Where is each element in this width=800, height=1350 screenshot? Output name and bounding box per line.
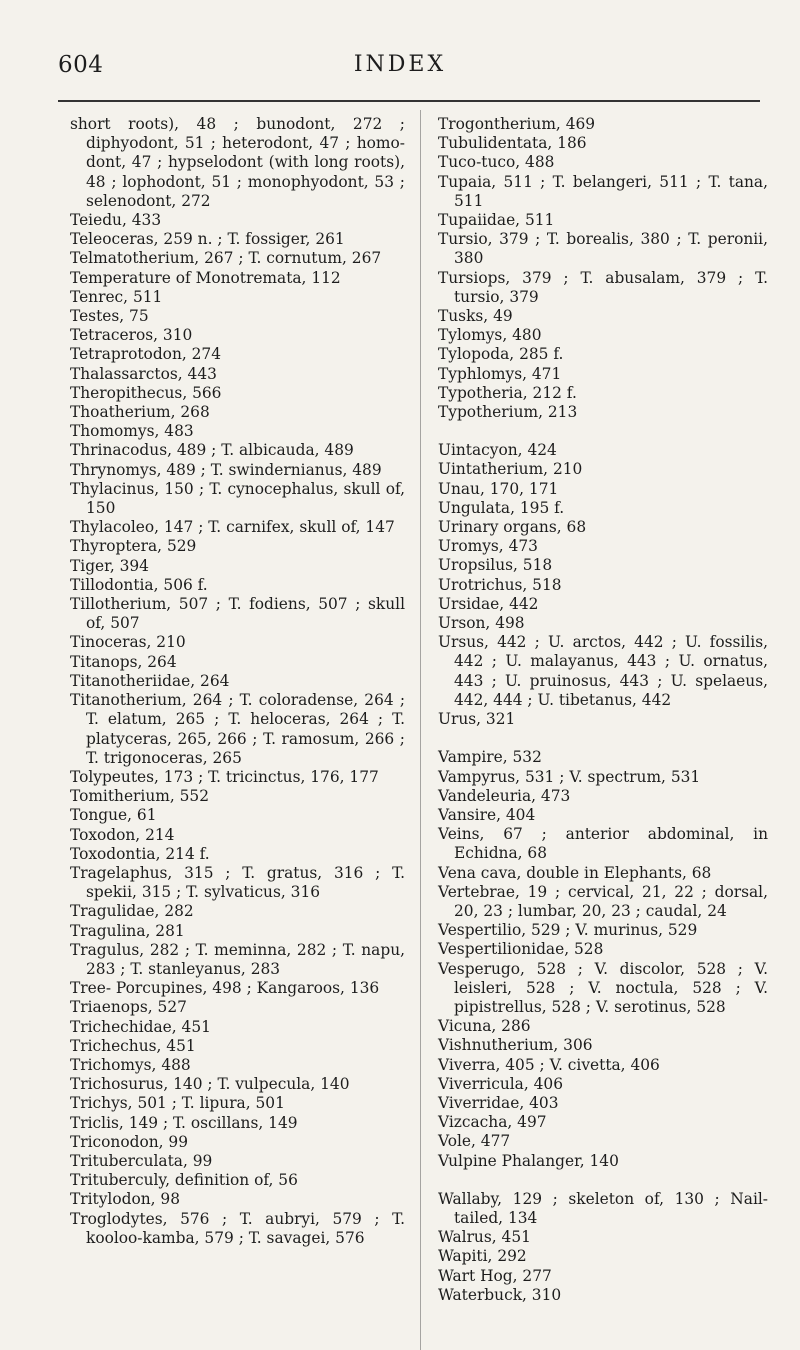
index-entry: Typhlomys, 471 (438, 364, 562, 383)
index-entry: Vampire, 532 (438, 748, 542, 767)
index-entry: Tupaia, 511 ; T. belangeri, 511 ; T. tana, 511 (438, 172, 768, 210)
page-number: 604 (58, 52, 104, 78)
index-entry: Urotrichus, 518 (438, 575, 562, 594)
index-entry: Titanotherium, 264 ; T. coloradense, 264 ; T. elatum, 265 ; T. heloceras, 264 ; T. platyceras, 265, 266 ; T. ramosum, 266 ; T. trigonoceras, 265 (70, 691, 405, 767)
index-entry: Vena cava, double in Elephants, 68 (438, 863, 712, 882)
index-entry: Toxodontia, 214 f. (70, 844, 210, 863)
index-entry: Trituberculata, 99 (70, 1151, 213, 1170)
page-title: INDEX (353, 52, 447, 77)
index-entry: Triclis, 149 ; T. oscillans, 149 (70, 1113, 298, 1132)
index-entry: Vizcacha, 497 (438, 1113, 547, 1132)
index-entry: Tolypeutes, 173 ; T. tricinctus, 176, 177 (70, 767, 379, 786)
section-gap (438, 729, 768, 748)
index-entry: Vansire, 404 (438, 805, 536, 824)
index-entry: Troglodytes, 576 ; T. aubryi, 579 ; T. kooloo-kamba, 579 ; T. savagei, 576 (70, 1209, 405, 1247)
index-entry: Vishnutherium, 306 (438, 1036, 593, 1055)
index-entry: Tusks, 49 (438, 307, 513, 326)
index-entry: Tree- Porcupines, 498 ; Kangaroos, 136 (70, 979, 380, 998)
index-entry: Thylacoleo, 147 ; T. carnifex, skull of, 147 (70, 518, 395, 537)
page-header (0, 52, 800, 92)
index-entry: Thrynomys, 489 ; T. swindernianus, 489 (70, 460, 382, 479)
index-entry: Trituberculy, definition of, 56 (70, 1171, 298, 1190)
index-entry: Urus, 321 (438, 710, 516, 729)
column-divider (420, 110, 421, 1350)
index-entry: Tylomys, 480 (438, 326, 542, 345)
index-entry: Vandeleuria, 473 (438, 786, 571, 805)
index-entry: Trichys, 501 ; T. lipura, 501 (70, 1094, 285, 1113)
index-entry: Tiger, 394 (70, 556, 149, 575)
index-entry: Trichechidae, 451 (70, 1017, 211, 1036)
index-entry: Typotherium, 213 (438, 403, 578, 422)
index-entry: Titanotheriidae, 264 (70, 671, 230, 690)
index-entry: Walrus, 451 (438, 1228, 531, 1247)
index-entry: Teleoceras, 259 n. ; T. fossiger, 261 (70, 230, 345, 249)
index-entry: Testes, 75 (70, 307, 149, 326)
index-entry: Uintatherium, 210 (438, 460, 583, 479)
index-entry: Tillotherium, 507 ; T. fodiens, 507 ; skull of, 507 (70, 595, 405, 633)
index-entry: Ursus, 442 ; U. arctos, 442 ; U. fossilis, 442 ; U. malayanus, 443 ; U. ornatus, 443 ; U. pruinosus, 443 ; U. spelaeus, 442, 444 ; U. tibetanus, 442 (438, 633, 768, 709)
index-entry: Triconodon, 99 (70, 1132, 189, 1151)
index-entry: Tillodontia, 506 f. (70, 575, 208, 594)
index-entry: Thrinacodus, 489 ; T. albicauda, 489 (70, 441, 354, 460)
index-entry: Thalassarctos, 443 (70, 364, 217, 383)
header-rule (58, 100, 760, 102)
index-entry: Tenrec, 511 (70, 287, 163, 306)
index-entry: Thomomys, 483 (70, 422, 194, 441)
index-entry: Vulpine Phalanger, 140 (438, 1151, 619, 1170)
index-entry: Viverricula, 406 (438, 1074, 563, 1093)
index-column-left (70, 115, 405, 1248)
section-gap (438, 422, 768, 441)
index-entry: Uromys, 473 (438, 537, 538, 556)
index-entry: Tragelaphus, 315 ; T. gratus, 316 ; T. spekii, 315 ; T. sylvaticus, 316 (70, 863, 405, 902)
index-entry: Tetraceros, 310 (70, 326, 193, 345)
index-entry: Vertebrae, 19 ; cervical, 21, 22 ; dorsal, 20, 23 ; lumbar, 20, 23 ; caudal, 24 (438, 882, 768, 920)
index-entry: Tubulidentata, 186 (438, 134, 587, 153)
index-entry: Veins, 67 ; anterior abdominal, in Echidna, 68 (438, 825, 768, 863)
index-entry: Wapiti, 292 (438, 1247, 527, 1266)
index-entry: Vole, 477 (438, 1132, 511, 1151)
index-entry: Titanops, 264 (70, 652, 177, 671)
index-entry: Unau, 170, 171 (438, 479, 559, 498)
index-entry: Telmatotherium, 267 ; T. cornutum, 267 (70, 249, 382, 268)
index-entry: Urinary organs, 68 (438, 518, 587, 537)
index-entry: Trichomys, 488 (70, 1055, 191, 1074)
index-entry: Viverra, 405 ; V. civetta, 406 (438, 1055, 660, 1074)
index-entry: Urson, 498 (438, 614, 525, 633)
index-entry: Tritylodon, 98 (70, 1190, 181, 1209)
index-entry: Temperature of Monotremata, 112 (70, 268, 341, 287)
index-entry: Theropithecus, 566 (70, 383, 222, 402)
index-entry: Typotheria, 212 f. (438, 383, 577, 402)
index-entry: Vesperugo, 528 ; V. discolor, 528 ; V. leisleri, 528 ; V. noctula, 528 ; V. pipistrellus, 528 ; V. serotinus, 528 (438, 959, 768, 1016)
index-entry: Vampyrus, 531 ; V. spectrum, 531 (438, 767, 701, 786)
index-entry: Tomitherium, 552 (70, 787, 210, 806)
section-gap (438, 1171, 768, 1190)
index-entry: Tongue, 61 (70, 806, 157, 825)
index-entry: Thoatherium, 268 (70, 403, 210, 422)
index-entry: Trogontherium, 469 (438, 115, 596, 133)
index-entry: Tylopoda, 285 f. (438, 345, 564, 364)
index-entry: Teiedu, 433 (70, 211, 162, 230)
index-entry: Tragulidae, 282 (70, 902, 194, 921)
index-entry: Waterbuck, 310 (438, 1285, 562, 1304)
index-entry: Toxodon, 214 (70, 825, 175, 844)
index-entry: Tragulus, 282 ; T. meminna, 282 ; T. napu, 283 ; T. stanleyanus, 283 (70, 940, 405, 978)
index-entry: Wallaby, 129 ; skeleton of, 130 ; Nail-tailed, 134 (438, 1189, 768, 1227)
index-entry: Tursio, 379 ; T. borealis, 380 ; T. peronii, 380 (438, 230, 768, 268)
index-entry: Uropsilus, 518 (438, 556, 553, 575)
index-entry: short roots), 48 ; bunodont, 272 ; diphyodont, 51 ; heterodont, 47 ; homodont, 47 ; hypselodont (with long roots), 48 ; lophodont, 51 ; monophyodont, 53 ; selenodont, 272 (70, 115, 405, 210)
index-entry: Vespertilio, 529 ; V. murinus, 529 (438, 921, 698, 940)
index-entry: Thyroptera, 529 (70, 537, 197, 556)
index-entry: Tinoceras, 210 (70, 633, 186, 652)
index-entry: Uintacyon, 424 (438, 441, 557, 460)
index-entry: Viverridae, 403 (438, 1093, 559, 1112)
index-entry: Trichechus, 451 (70, 1036, 196, 1055)
index-entry: Tetraprotodon, 274 (70, 345, 222, 364)
index-entry: Vespertilionidae, 528 (438, 940, 604, 959)
index-entry: Trichosurus, 140 ; T. vulpecula, 140 (70, 1075, 350, 1094)
index-entry: Ungulata, 195 f. (438, 498, 565, 517)
index-entry: Tragulina, 281 (70, 921, 185, 940)
index-entry: Vicuna, 286 (438, 1017, 531, 1036)
index-entry: Thylacinus, 150 ; T. cynocephalus, skull of, 150 (70, 479, 405, 518)
index-column-right (438, 115, 768, 1305)
index-entry: Ursidae, 442 (438, 594, 539, 613)
index-entry: Tupaiidae, 511 (438, 211, 555, 230)
index-entry: Tuco-tuco, 488 (438, 153, 555, 172)
index-entry: Wart Hog, 277 (438, 1266, 552, 1285)
index-entry: Tursiops, 379 ; T. abusalam, 379 ; T. tursio, 379 (438, 268, 768, 306)
index-entry: Triaenops, 527 (70, 998, 187, 1017)
